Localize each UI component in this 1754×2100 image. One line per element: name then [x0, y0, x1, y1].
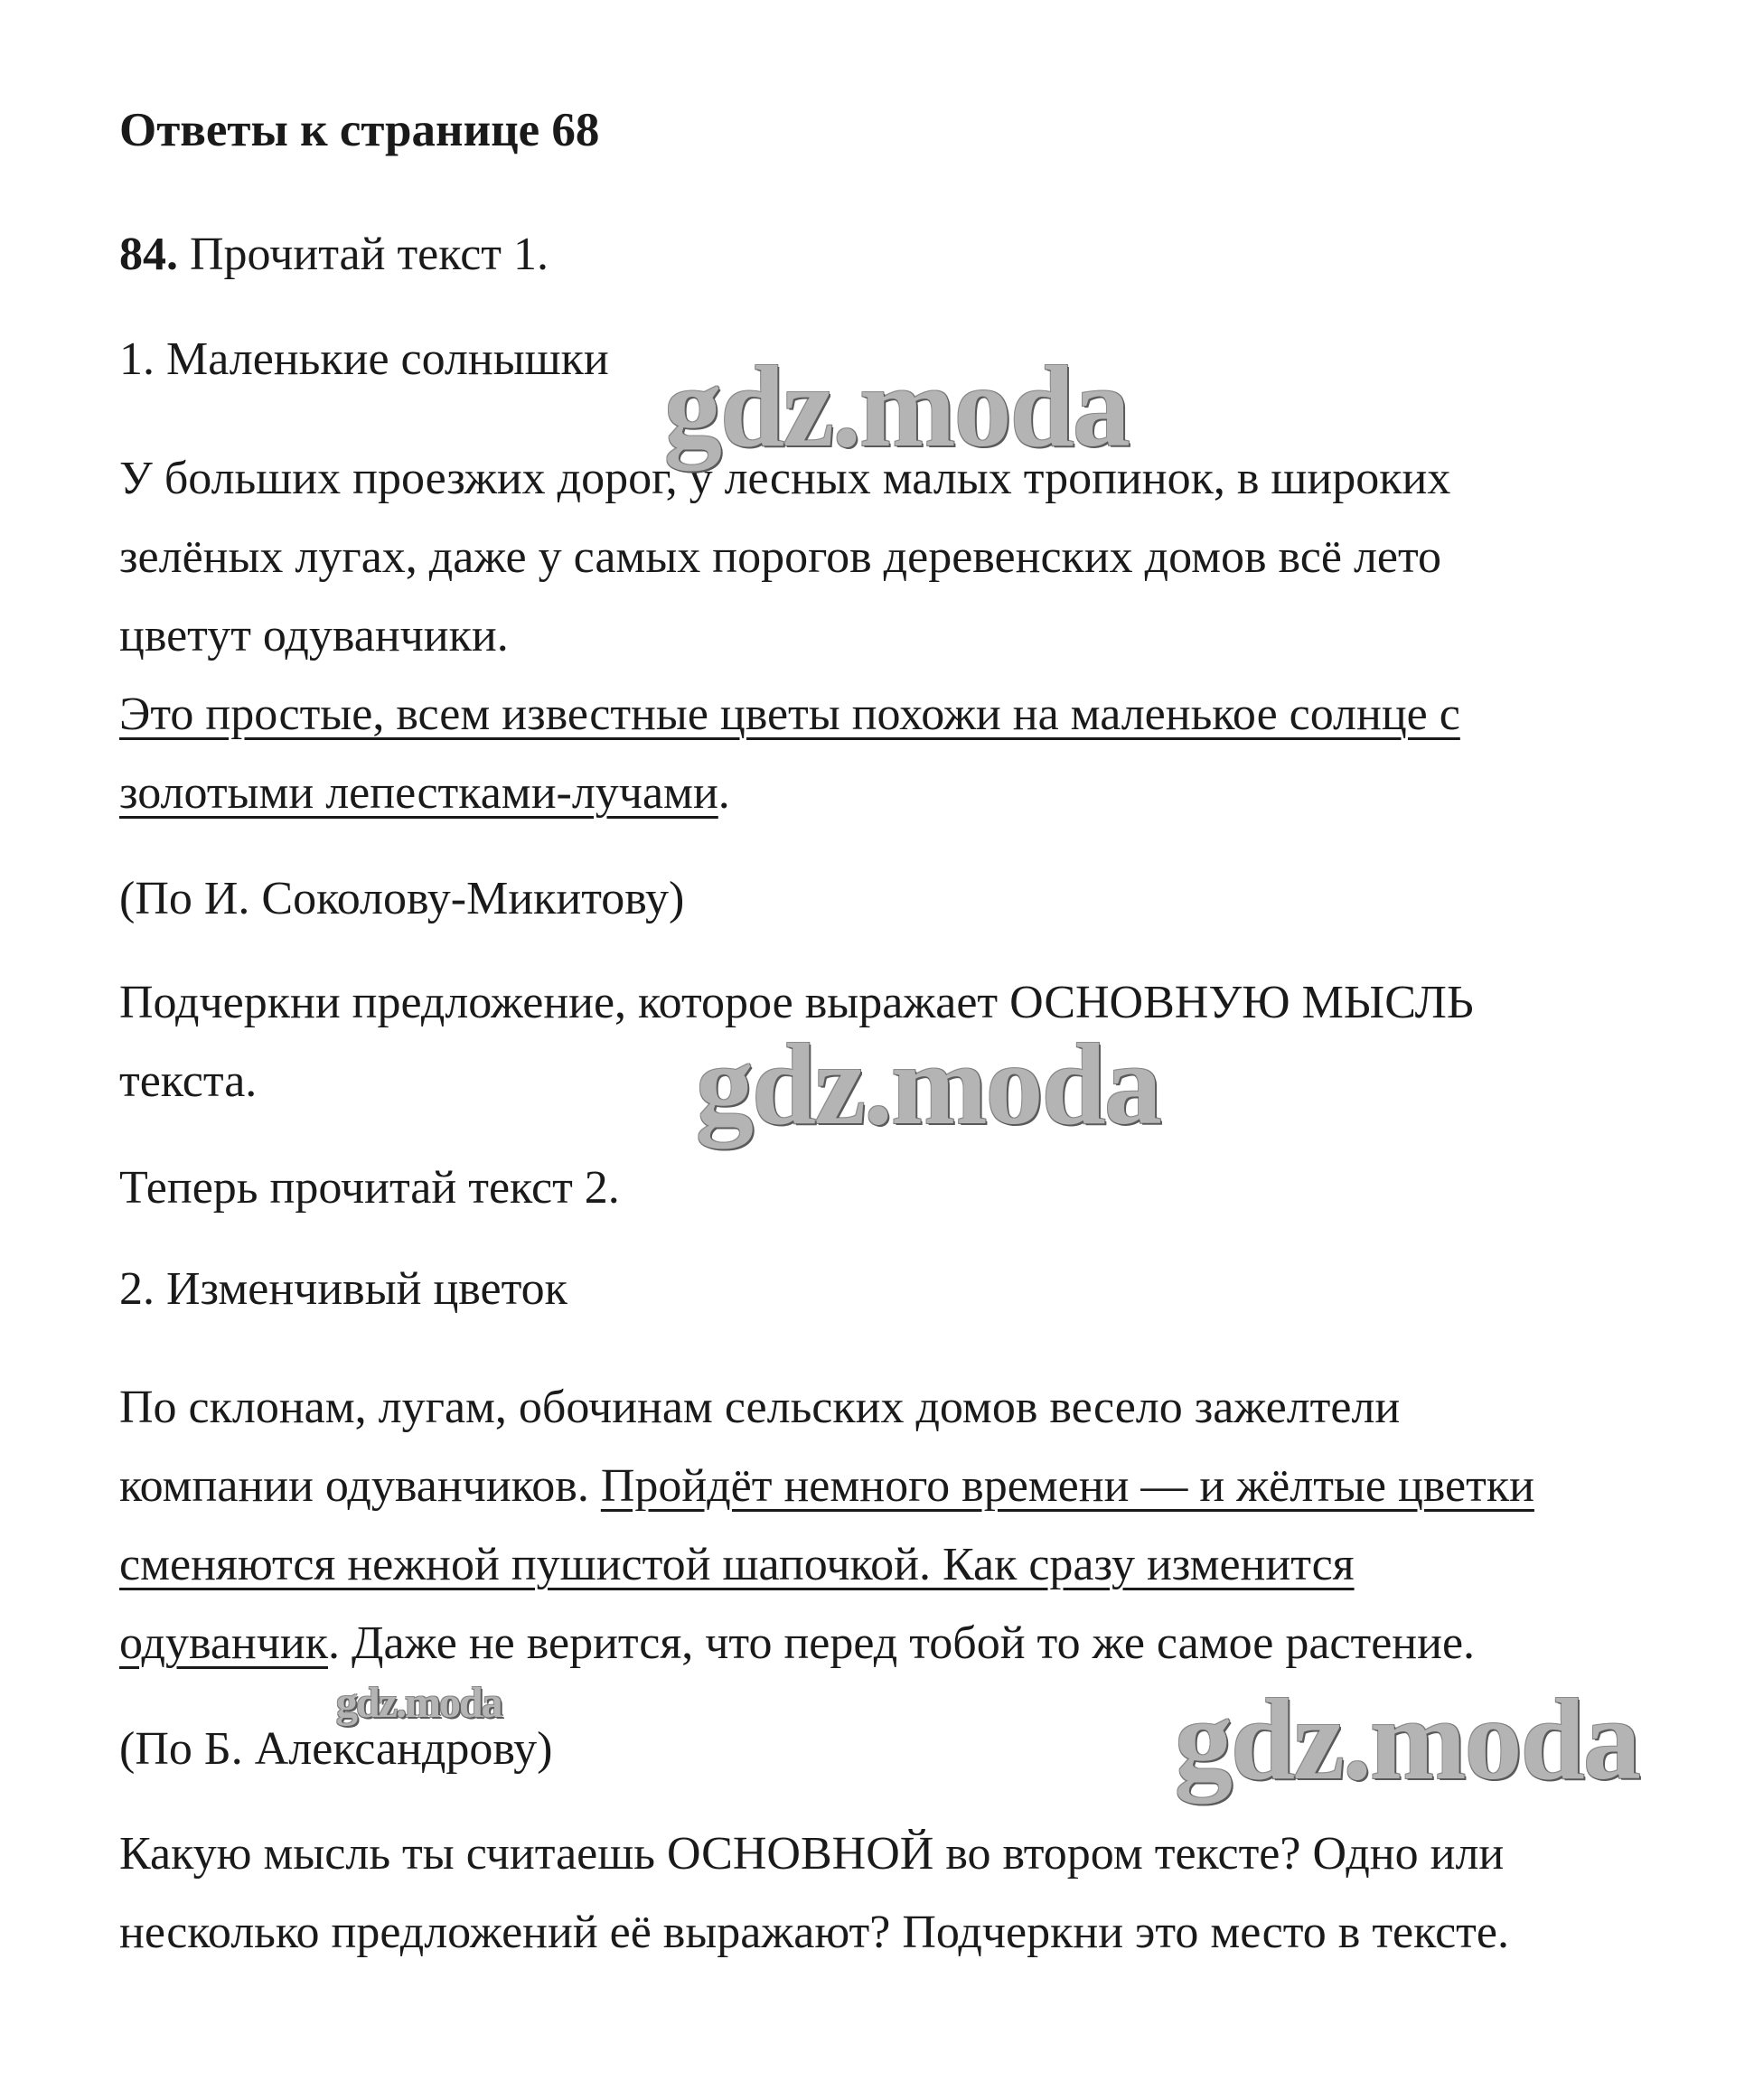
text2-heading: 2. Изменчивый цветок: [119, 1263, 567, 1315]
text2-line: [119, 1538, 1355, 1592]
underlined-main-idea: сменяются нежной пушистой шапочкой. Как сразу изменится: [119, 1539, 1355, 1590]
text1-source: (По И. Соколову-Микитову): [119, 873, 685, 924]
task-number: 84.: [119, 229, 178, 280]
text2-plain: компании одуванчиков.: [119, 1460, 601, 1512]
watermark: gdz.moda: [1175, 1675, 1639, 1804]
question1-line: Подчеркни предложение, которое выражает ОСНОВНУЮ МЫСЛЬ: [119, 977, 1474, 1028]
text1-line: У больших проезжих дорог, у лесных малых тропинок, в широких: [119, 453, 1451, 504]
underlined-main-idea: Это простые, всем известные цветы похожи на маленькое солнце с: [119, 689, 1460, 740]
underlined-main-idea: Пройдёт немного времени — и жёлтые цветки: [600, 1460, 1534, 1512]
text1-line-tail: .: [718, 767, 730, 819]
watermark: gdz.moda: [696, 1020, 1160, 1148]
text2-source: (По Б. Александрову): [119, 1723, 553, 1775]
text1-line: [119, 766, 730, 820]
task-prompt: Прочитай текст 1.: [178, 229, 549, 280]
text2-intro: Теперь прочитай текст 2.: [119, 1162, 620, 1214]
text1-line: цветут одуванчики.: [119, 610, 509, 661]
page-title: Ответы к странице 68: [119, 104, 600, 156]
text2-line: [119, 1617, 1475, 1671]
text2-line: По склонам, лугам, обочинам сельских домов весело зажелтели: [119, 1382, 1401, 1433]
task-heading: [119, 228, 549, 282]
text1-heading: 1. Маленькие солнышки: [119, 333, 609, 385]
underlined-main-idea: одуванчик: [119, 1617, 328, 1669]
question2-line: несколько предложений её выражают? Подчеркни это место в тексте.: [119, 1907, 1509, 1958]
text1-line: зелёных лугах, даже у самых порогов деревенских домов всё лето: [119, 531, 1442, 583]
text1-line: [119, 688, 1460, 742]
question1-line: текста.: [119, 1055, 258, 1107]
watermark: gdz.moda: [336, 1679, 502, 1727]
watermark: gdz.moda: [664, 342, 1129, 471]
text2-line-tail: . Даже не верится, что перед тобой то же самое растение.: [327, 1617, 1476, 1669]
underlined-main-idea: золотыми лепестками-лучами: [119, 767, 718, 819]
question2-line: Какую мысль ты считаешь ОСНОВНОЙ во втором тексте? Одно или: [119, 1828, 1505, 1880]
text2-line: [119, 1459, 1534, 1514]
